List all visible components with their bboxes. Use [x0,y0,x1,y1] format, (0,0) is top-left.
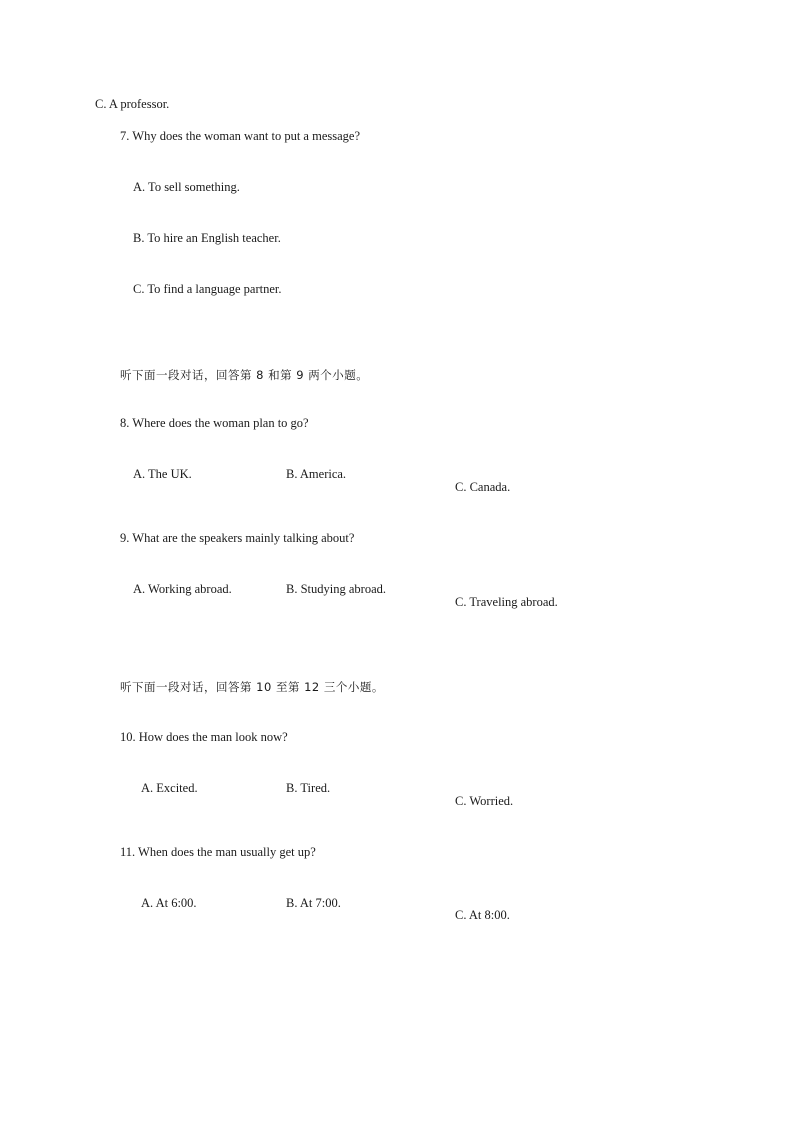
q11-option-b: B. At 7:00. [286,896,341,910]
q10-option-a: A. Excited. [141,781,198,795]
q9-question: 9. What are the speakers mainly talking about? [120,531,355,545]
q11-question: 11. When does the man usually get up? [120,845,316,859]
q8-option-a: A. The UK. [133,467,192,481]
q7-option-a: A. To sell something. [133,180,240,194]
q10-question: 10. How does the man look now? [120,730,288,744]
q10-option-c: C. Worried. [455,794,514,808]
q9-option-a: A. Working abroad. [133,582,232,596]
q8-option-b: B. America. [286,467,347,481]
q8-option-c: C. Canada. [455,480,511,494]
q9-option-b: B. Studying abroad. [286,582,386,596]
section-instruction-10-12: 听下面一段对话，回答第 10 至第 12 三个小题。 [120,680,384,694]
q10-option-b: B. Tired. [286,781,331,795]
q6-option-c: C. A professor. [95,97,170,111]
q7-option-b: B. To hire an English teacher. [133,231,281,245]
q9-option-c: C. Traveling abroad. [455,595,558,609]
section-instruction-8-9: 听下面一段对话，回答第 8 和第 9 两个小题。 [120,368,369,382]
q8-question: 8. Where does the woman plan to go? [120,416,309,430]
q11-option-c: C. At 8:00. [455,908,510,922]
q7-question: 7. Why does the woman want to put a message? [120,129,360,143]
q7-option-c: C. To find a language partner. [133,282,282,296]
q11-option-a: A. At 6:00. [141,896,197,910]
